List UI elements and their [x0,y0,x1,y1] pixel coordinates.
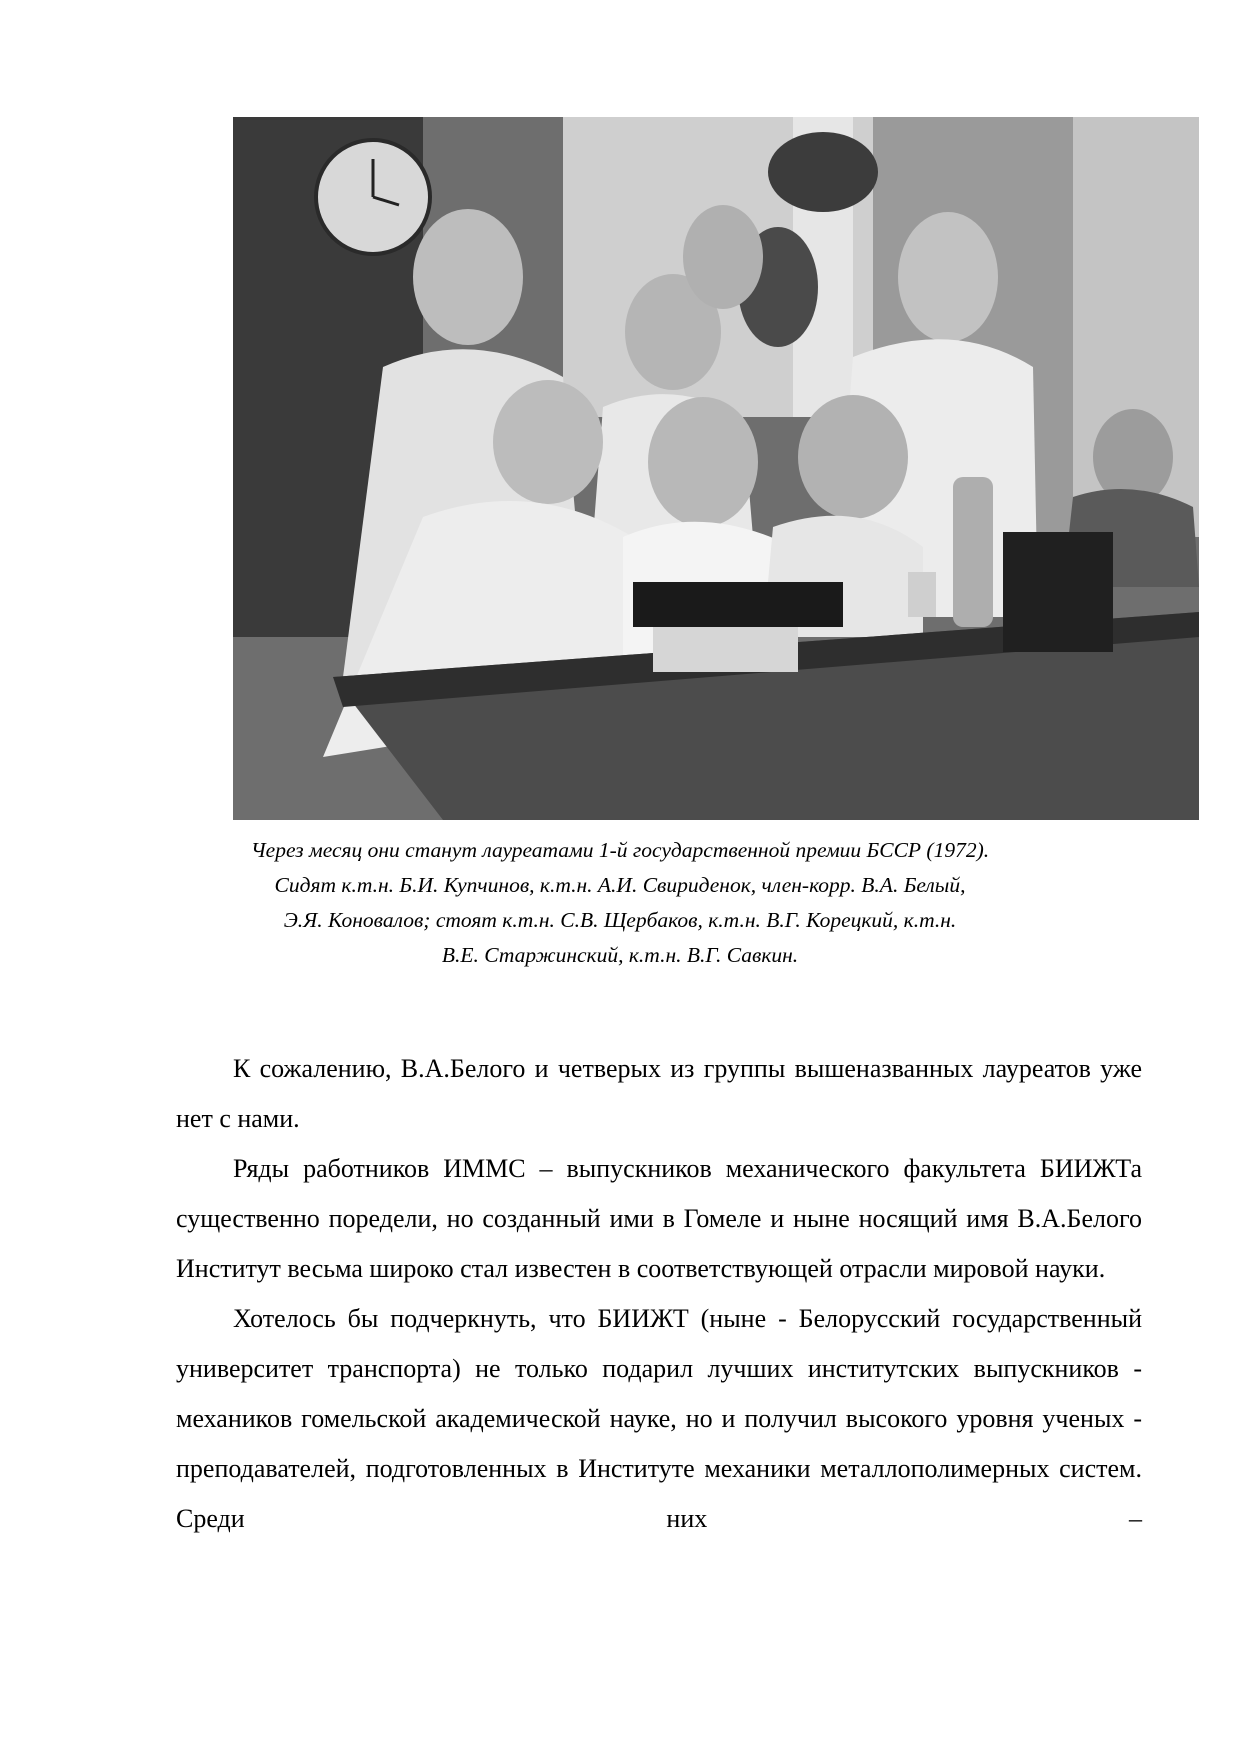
paragraph: Ряды работников ИММС – выпускников механического факультета БИИЖТа существенно поредели, но созданный ими в Гомеле и ныне носящий имя В.А.Белого Институт весьма широко стал известен в соответствующей отрасли мировой науки. [176,1154,1142,1283]
caption-line: Через месяц они станут лауреатами 1-й государственной премии БССР (1972). [250,838,990,862]
caption-line: В.Е. Старжинский, к.т.н. В.Г. Савкин. [441,943,799,967]
caption-line: Э.Я. Коновалов; стоят к.т.н. С.В. Щербаков, к.т.н. В.Г. Корецкий, к.т.н. [283,908,957,932]
paragraph: К сожалению, В.А.Белого и четверых из группы вышеназванных лауреатов уже нет с нами. [176,1054,1142,1133]
paragraph: Хотелось бы подчеркнуть, что БИИЖТ (ныне - Белорусский государственный университет транспорта) не только подарил лучших институтских выпускников - механиков гомельской академической науке, но и получил высокого уровня ученых - преподавателей, подготовленных в Институте механики металлополимерных систем. Среди них – [176,1304,1142,1533]
caption-line: Сидят к.т.н. Б.И. Купчинов, к.т.н. А.И. Свириденок, член-корр. В.А. Белый, [274,873,966,897]
body-text [176,1044,1142,1544]
photo-caption [180,833,1060,973]
group-photo [233,117,1199,820]
